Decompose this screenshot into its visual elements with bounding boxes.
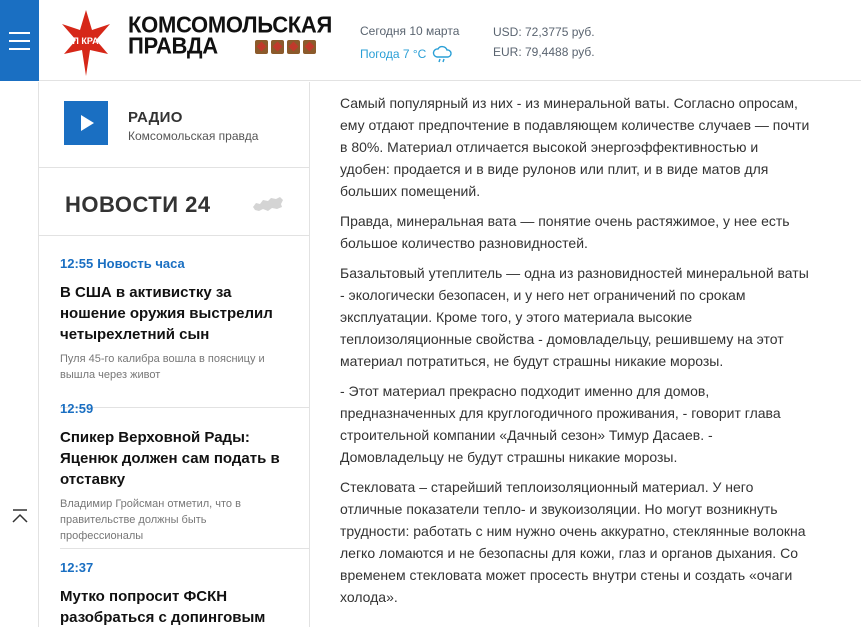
news-item	[60, 401, 310, 544]
radio-play-button[interactable]	[64, 101, 108, 145]
news-item	[60, 560, 310, 627]
news-time-value: 12:55	[60, 256, 94, 271]
logo-line-2: ПРАВДА	[128, 32, 218, 59]
weather-text: Погода 7 °C	[360, 47, 427, 61]
news-lead: Пуля 45-го калибра вошла в поясницу и вышла через живот	[60, 353, 265, 381]
eur-rate: EUR: 79,4488 руб.	[493, 45, 595, 59]
news-headline[interactable]: Мутко попросит ФСКН разобраться с допинговым	[60, 588, 266, 626]
menu-icon-bar	[9, 32, 30, 34]
menu-button[interactable]	[0, 0, 39, 81]
article-paragraph: Стекловата – старейший теплоизоляционный материал. У него отличные показатели тепло- и звукоизоляции. Но могут возникнуть трудности: работать с ним нужно очень аккуратно, стеклянные волокна легко ломаются и не безопасны для кожи, глаз и органов дыхания. Со временем стекловата может просесть внутри стены и создать «очаги холода».	[340, 479, 806, 605]
news-time: 12:37	[60, 560, 94, 575]
order-medals	[255, 40, 316, 54]
sidebar	[39, 82, 310, 627]
news-tag[interactable]: Новость часа	[97, 256, 185, 271]
news24-title[interactable]: НОВОСТИ 24	[65, 192, 211, 217]
news-item	[60, 256, 310, 383]
menu-icon-bar	[9, 48, 30, 50]
news-headline[interactable]: Спикер Верховной Рады: Яценюк должен сам подать в отставку	[60, 429, 280, 488]
site-header	[0, 0, 861, 81]
today-date: Сегодня 10 марта	[360, 24, 460, 38]
medal-icon	[255, 40, 268, 54]
medal-icon	[303, 40, 316, 54]
article-paragraph: Самый популярный из них - из минеральной ваты. Согласно опросам, ему отдают предпочтение в подавляющем количестве случаев — почти в 80%. Материал отличается высокой энергоэффективностью и удобен: продается и в виде рулонов или плит, и в виде матов для больших помещений.	[340, 95, 810, 199]
weather-link[interactable]	[360, 45, 454, 63]
kp-logo-icon[interactable]	[62, 10, 110, 76]
medal-icon	[287, 40, 300, 54]
scroll-to-top-icon[interactable]	[11, 508, 29, 526]
article-paragraph: - Этот материал прекрасно подходит именно для домов, предназначенных для круглогодичного проживания, - говорит глава строительной компании «Дачный сезон» Тимур Дасаев. - Домовладельцу не будут страшны никакие морозы.	[340, 383, 781, 465]
usd-rate: USD: 72,3775 руб.	[493, 25, 595, 39]
medal-icon	[271, 40, 284, 54]
news-time	[60, 256, 310, 271]
logo-line-1: КОМСОМОЛЬСКАЯ	[128, 11, 333, 38]
rain-cloud-icon	[432, 45, 454, 63]
article-paragraph: Базальтовый утеплитель — одна из разновидностей минеральной ваты - экологически безопасен, и у него нет ограничений по срокам эксплуатации. Кроме того, у этого материала высокие теплоизоляционные свойства - домовладельцу, решившему на этот материал потратиться, не будут страшны никакие морозы.	[340, 265, 809, 369]
news-headline[interactable]: В США в активистку за ношение оружия выстрелил четырехлетний сын	[60, 284, 273, 343]
article-body	[340, 92, 810, 616]
radio-title[interactable]: РАДИО	[128, 109, 183, 126]
news-time: 12:59	[60, 401, 94, 416]
radio-subtitle: Комсомольская правда	[128, 129, 259, 143]
left-rail	[0, 82, 39, 627]
news-divider	[60, 548, 310, 549]
russia-map-icon	[252, 195, 284, 213]
logo-mark-text: КП КРАЙ	[66, 36, 106, 46]
radio-block	[39, 82, 309, 168]
news24-header	[39, 168, 309, 236]
menu-icon-bar	[9, 40, 30, 42]
news-lead: Владимир Гройсман отметил, что в правительстве должны быть профессионалы	[60, 498, 241, 542]
article-paragraph: Правда, минеральная вата — понятие очень растяжимое, у нее есть большое количество разновидностей.	[340, 213, 790, 251]
